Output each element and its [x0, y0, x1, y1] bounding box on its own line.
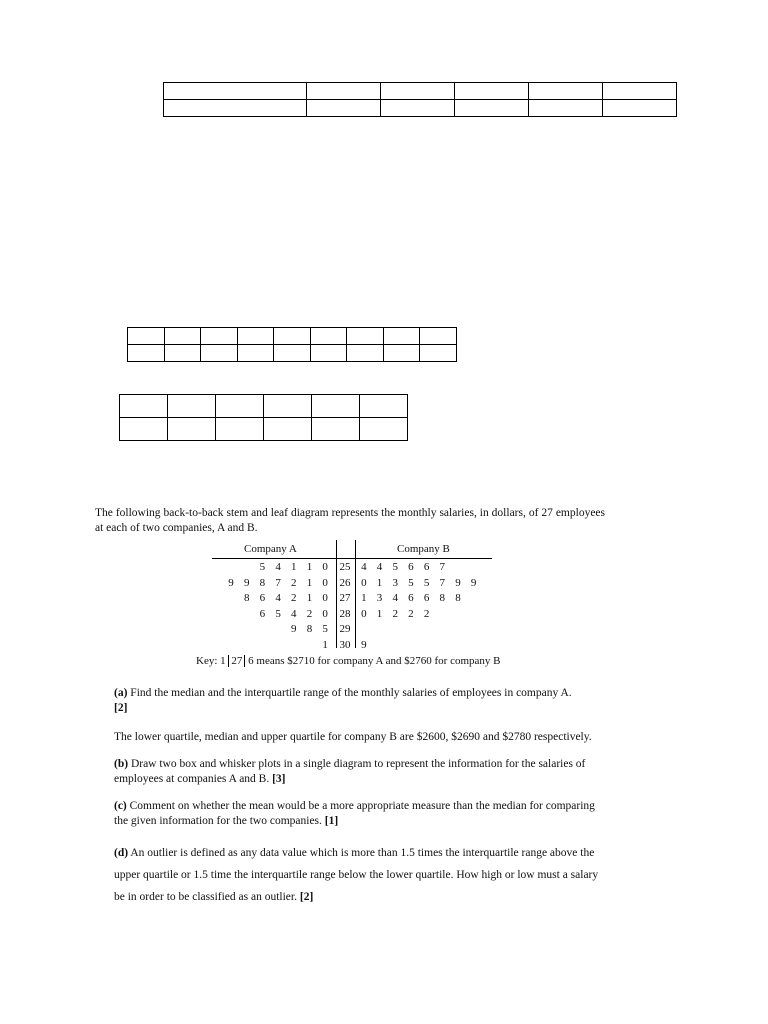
leaf-a: 7 [275, 576, 281, 589]
key-suffix: 6 means $2710 for company A and $2760 for company B [248, 655, 501, 667]
stem-row-25 [212, 561, 494, 576]
leaf-a: 2 [291, 592, 297, 605]
key-stem: 27 [228, 655, 245, 667]
leaf-a: 8 [259, 576, 266, 589]
empty-table-1 [163, 82, 677, 117]
empty-table-2 [127, 327, 457, 362]
stem-value: 29 [339, 623, 351, 636]
leaf-b: 4 [361, 561, 367, 573]
leaf-a: 1 [291, 561, 297, 573]
leaf-a: 8 [243, 592, 250, 605]
leaf-b: 7 [439, 576, 446, 589]
leaf-b: 0 [361, 576, 367, 589]
leaf-b: 6 [423, 561, 430, 573]
leaf-a: 5 [322, 623, 328, 636]
company-a-leaves [239, 592, 333, 604]
leaf-a: 2 [306, 607, 313, 620]
company-b-header: Company B [397, 543, 450, 555]
question-c-marks: [1] [324, 815, 339, 827]
leaf-a: 1 [306, 592, 313, 605]
leaf-a: 0 [322, 576, 328, 589]
leaf-b: 7 [439, 561, 446, 573]
leaf-a: 8 [306, 623, 313, 636]
leaf-a: 5 [259, 561, 266, 573]
leaf-b: 5 [423, 576, 430, 589]
diagram-key [196, 655, 501, 667]
company-a-leaves [317, 639, 333, 651]
stem-row-30 [212, 639, 494, 654]
leaf-a: 2 [291, 576, 297, 589]
question-d-marks: [2] [299, 891, 314, 903]
leaf-b: 9 [455, 576, 461, 589]
stem-row-29 [212, 623, 494, 638]
question-c-label: (c) [114, 800, 127, 812]
question-c-text: Comment on whether the mean would be a more appropriate measure than the median for comparing the given information for the two companies. [114, 800, 595, 827]
leaf-a: 4 [275, 592, 281, 605]
question-a-marks: [2] [114, 702, 128, 714]
leaf-b: 5 [408, 576, 414, 589]
stem-row-26 [212, 577, 494, 592]
leaf-b: 0 [361, 607, 367, 620]
leaf-b: 2 [423, 607, 430, 620]
leaf-b: 6 [408, 592, 414, 605]
empty-table-3 [119, 394, 408, 441]
leaf-a: 9 [291, 623, 297, 636]
stem-value: 27 [339, 592, 351, 605]
leaf-b: 2 [392, 607, 398, 620]
header-rule [212, 558, 492, 559]
leaf-b: 1 [376, 607, 383, 620]
leaf-b: 1 [376, 576, 383, 589]
question-d-text: An outlier is defined as any data value which is more than 1.5 times the interquartile range above the upper quartile or 1.5 time the interquartile range below the lower quartile. How high or low must a salary be in order to be classified as an outlier. [114, 847, 599, 903]
leaf-b: 9 [361, 639, 367, 651]
leaf-b: 3 [376, 592, 383, 605]
leaf-b: 5 [392, 561, 398, 573]
leaf-a: 0 [322, 561, 328, 573]
company-a-leaves [223, 577, 333, 589]
company-a-leaves [255, 608, 333, 620]
question-b-label: (b) [114, 758, 129, 770]
question-b-marks: [3] [272, 773, 286, 785]
key-prefix: Key: 1 [196, 655, 226, 667]
question-d [114, 842, 606, 908]
company-b-quartiles-note: The lower quartile, median and upper quartile for company B are $2600, $2690 and $2780 respectively. [114, 731, 592, 743]
leaf-a: 0 [322, 607, 328, 620]
company-b-leaves [356, 608, 434, 620]
company-a-leaves [286, 623, 333, 635]
leaf-a: 4 [291, 607, 297, 620]
stem-value: 30 [339, 639, 351, 651]
leaf-b: 3 [392, 576, 398, 589]
stem-row-28 [212, 608, 494, 623]
intro-paragraph: The following back-to-back stem and leaf diagram represents the monthly salaries, in dollars, of 27 employees at each of two companies, A and B. [95, 507, 605, 534]
company-a-header: Company A [244, 543, 297, 555]
stem-value: 26 [339, 576, 351, 589]
leaf-b: 8 [455, 592, 461, 605]
company-b-leaves [356, 592, 466, 604]
company-b-leaves [356, 561, 450, 573]
leaf-b: 8 [439, 592, 446, 605]
question-a-label: (a) [114, 687, 128, 699]
leaf-b: 6 [408, 561, 414, 573]
leaf-a: 9 [228, 576, 234, 589]
leaf-b: 4 [392, 592, 398, 605]
company-a-leaves [255, 561, 333, 573]
leaf-a: 1 [306, 561, 313, 573]
leaf-b: 2 [408, 607, 414, 620]
leaf-b: 6 [423, 592, 430, 605]
stem-row-27 [212, 592, 494, 607]
question-a-text: Find the median and the interquartile range of the monthly salaries of employees in company A. [130, 687, 572, 699]
leaf-a: 1 [322, 639, 328, 651]
question-d-label: (d) [114, 847, 129, 859]
stem-value: 28 [339, 607, 351, 620]
leaf-a: 5 [275, 607, 281, 620]
question-a [114, 686, 606, 716]
company-b-leaves [356, 577, 482, 589]
leaf-b: 4 [376, 561, 383, 573]
leaf-a: 1 [306, 576, 313, 589]
leaf-b: 1 [361, 592, 367, 605]
leaf-a: 0 [322, 592, 328, 605]
leaf-a: 6 [259, 607, 266, 620]
stem-value: 25 [339, 561, 351, 573]
leaf-b: 9 [470, 576, 477, 589]
leaf-a: 9 [243, 576, 250, 589]
question-b [114, 757, 606, 787]
leaf-a: 4 [275, 561, 281, 573]
leaf-a: 6 [259, 592, 266, 605]
question-b-text: Draw two box and whisker plots in a single diagram to represent the information for the salaries of employees at companies A and B. [114, 758, 586, 785]
company-b-leaves [356, 639, 372, 651]
question-c [114, 799, 606, 829]
